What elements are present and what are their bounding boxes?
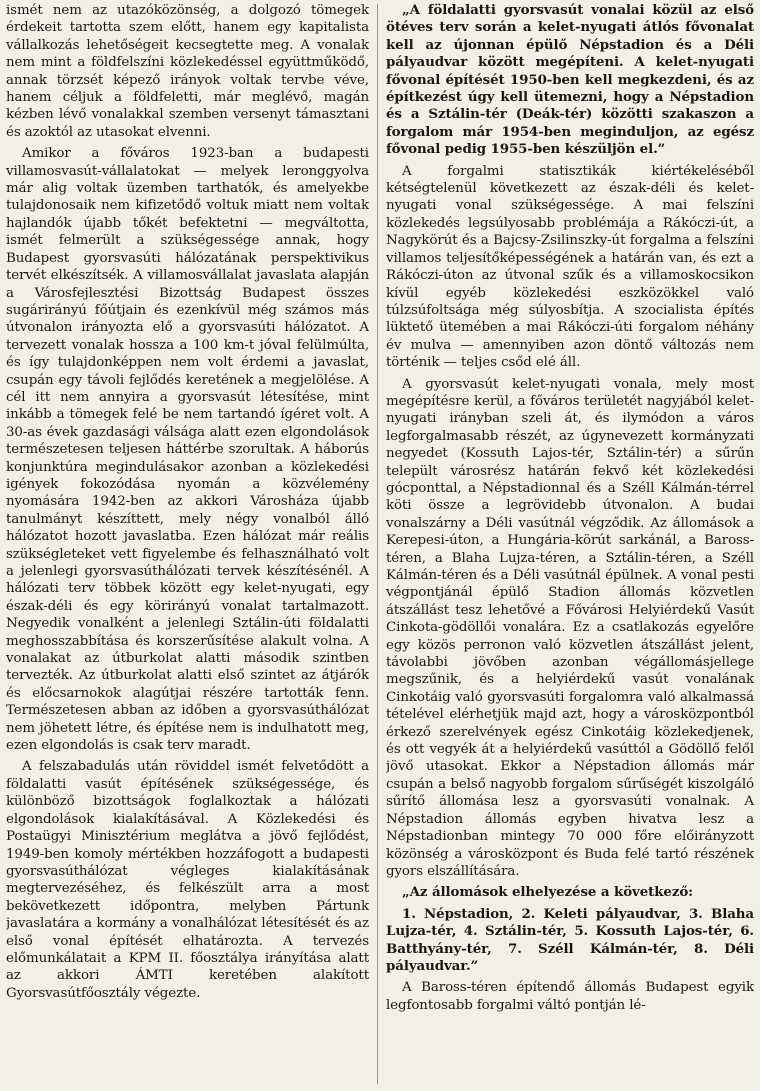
right-column	[386, 2, 754, 1090]
right-paragraph-baross: A Baross-téren építendő állomás Budapest egyik legfontosabb forgalmi váltó pontján lé-	[386, 980, 754, 1013]
column-divider	[377, 4, 378, 1084]
left-paragraph-3: A felszabadulás után röviddel ismét felvetődött a földalatti vasút építésének szükségessége, és különböző bizottságok foglalkoztak a hálózati elgondolások kialakításával. A Közlekedési és Postaügyi Minisztérium meglátva a jövő fejlődést, 1949-ben komoly mértékben hozzáfogott a budapesti gyorsvasúthálózat végleges kialakításának megtervezéséhez, és felkészült arra a most bekövetkezett időpontra, melyben Pártunk javaslatára a kormány a vonalhálózat létesítését és az első vonal építését elhatározta. A tervezés előmunkálatait a KPM II. főosztálya irányítása alatt az akkori ÁMTI keretében alakított Gyorsvasútfőosztály végezte.	[6, 759, 369, 1001]
right-paragraph-traffic: A forgalmi statisztikák kiértékeléséből kétségtelenül következett az észak-déli és kelet-nyugati vonal szükségessége. A mai felszíni közlekedés legsúlyosabb problémája a Rákóczi-út, a Nagykörút és a Bajcsy-Zsilinszky-út forgalma a felszíni villamos teljesítőképességének a határán van, és ezt a Rákóczi-úton az útvonal szűk és a villamoskocsikon kívül egyéb közlekedési eszközökkel való túlzsúfoltsága még súlyosbítja. A szocialista építés lüktető ütemében a mai Rákóczi-úti forgalom néhány év mulva — amennyiben azon döntő változás nem történik — teljes csőd elé áll.	[386, 163, 754, 371]
right-quote-plan: „A földalatti gyorsvasút vonalai közül az első ötéves terv során a kelet-nyugati átlós fővonalat kell az újonnan épülő Népstadion és a Déli pályaudvar között megépíteni. A kelet-nyugati fővonal építését 1950-ben kell megkezdeni, és az építkezést úgy kell ütemezni, hogy a Népstadion és a Sztálin-tér (Deák-tér) közötti szakaszon a forgalom már 1954-ben meginduljon, az egész fővonal pedig 1955-ben készüljön el.”	[386, 2, 754, 158]
right-stations-list: 1. Népstadion, 2. Keleti pályaudvar, 3. Blaha Lujza-tér, 4. Sztálin-tér, 5. Kossuth Lajos-tér, 6. Batthyány-tér, 7. Széll Kálmán-tér, 8. Déli pályaudvar.”	[386, 905, 754, 974]
left-column	[6, 2, 369, 1090]
right-stations-heading: „Az állomások elhelyezése a következő:	[402, 884, 693, 901]
left-paragraph-1: ismét nem az utazóközönség, a dolgozó tömegek érdekeit tartotta szem előtt, hanem egy kapitalista vállalkozás lehetőségeit kecsegtette meg. A vonalak nem mint a földfelszíni közlekedéssel együttműködő, annak törzsét képező irányok voltak tervbe véve, hanem céljuk a földfeletti, már meglévő, magán kézben lévő vonalakkal szemben versenyt támasztani és azoktól az utasokat elvenni.	[6, 3, 369, 140]
left-paragraph-2: Amikor a főváros 1923-ban a budapesti villamosvasút-vállalatokat — melyek leronggyolva már alig voltak üzemben tarthatók, és amelyekbe tulajdonosaik nem kifizetődő voltuk miatt nem voltak hajlandók újabb tőkét befektetni — megváltotta, ismét felmerült a szükségessége annak, hogy Budapest gyorsvasúti hálózatának perspektivikus tervét elkészítsék. A villamosvállalat javaslata alapján a Városfejlesztési Bizottság Budapest összes sugárirányú főútjain és ezenkívül még számos más útvonalon irányozta elő a gyorsvasúti hálózatot. A tervezett vonalak hossza a 100 km-t jóval felülmúlta, és így tulajdonképpen nem volt érdemi a javaslat, csupán egy távoli fejlődés keretének a megjelölése. A cél itt nem annyira a gyorsvasút létesítése, mint inkább a tömegek felé be nem tartandó ígéret volt. A 30-as évek gazdasági válsága alatt ezen elgondolások természetesen teljesen háttérbe szorultak. A háborús konjunktúra megindulásakor azonban a közlekedési igények fokozódása nyomán a közvélemény nyomására 1942-ben az akkori Városháza újabb tanulmányt készíttett, mely négy vonalból álló hálózatot hozott javaslatba. Ezen hálózat már reális szükségleteket vett figyelembe és felhasználható volt a jelenlegi gyorsvasúthálózati tervek készítésénél. A hálózati terv többek között egy kelet-nyugati, egy észak-déli és egy körirányú vonalat tartalmazott. Negyedik vonalként a jelenlegi Sztálin-úti földalatti meghosszabbítása és korszerűsítése alakult volna. A vonalakat az útburkolat alatti második szintben tervezték. Az útburkolat alatti első szintet az átjárók és előcsarnokok alagútjai részére tartották fenn. Természetesen abban az időben a gyorsvasúthálózat nem jöhetett létre, és építése nem is indulhatott meg, ezen elgondolás is csak terv maradt.	[6, 146, 369, 754]
right-paragraph-line: A gyorsvasút kelet-nyugati vonala, mely most megépítésre kerül, a főváros területét nagyjából kelet-nyugati irányban szeli át, és ilymódon a város legforgalmasabb részét, az úgynevezett kormányzati negyedet (Kossuth Lajos-tér, Sztálin-tér) a sűrűn települt városrész határán fekvő két közlekedési gócponttal, a Népstadionnal és a Széll Kálmán-térrel köti össze a legrövidebb útvonalon. A budai vonalszárny a Déli vasútnál végződik. Az állomások a Kerepesi-úton, a Hungária-körút sarkánál, a Baross-téren, a Blaha Lujza-téren, a Sztálin-téren, a Széll Kálmán-téren és a Déli vasútnál épülnek. A vonal pesti végpontjánál épülő Stadion állomás közvetlen átszállást tesz lehetővé a Fővárosi Helyiérdekű Vasút Cinkota-gödöllői vonalára. Ez a csatlakozás egyelőre egy közös perronon való közvetlen átszállást jelent, távolabbi jövőben azonban végállomásjellege megszűnik, és a helyiérdekű vasút vonalának Cinkotáig való gyorsvasúti forgalomra való alkalmassá tételével elérhetjük majd azt, hogy a városközpontból érkező szerelvények egész Cinkotáig közlekedjenek, és ott vegyék át a helyiérdekű vasúttól a Gödöllő felől jövő utasokat. Ekkor a Népstadion állomás már csupán a belső nagyobb forgalom sűrűségét kiszolgáló sűrítő állomása lesz a gyorsvasúti vonalnak. A Népstadion állomás egyben hivatva lesz a Népstadionban mintegy 70 000 főre előirányzott közönség a városközpont és Buda felé tartó részének gyors elszállítására.	[386, 376, 754, 879]
